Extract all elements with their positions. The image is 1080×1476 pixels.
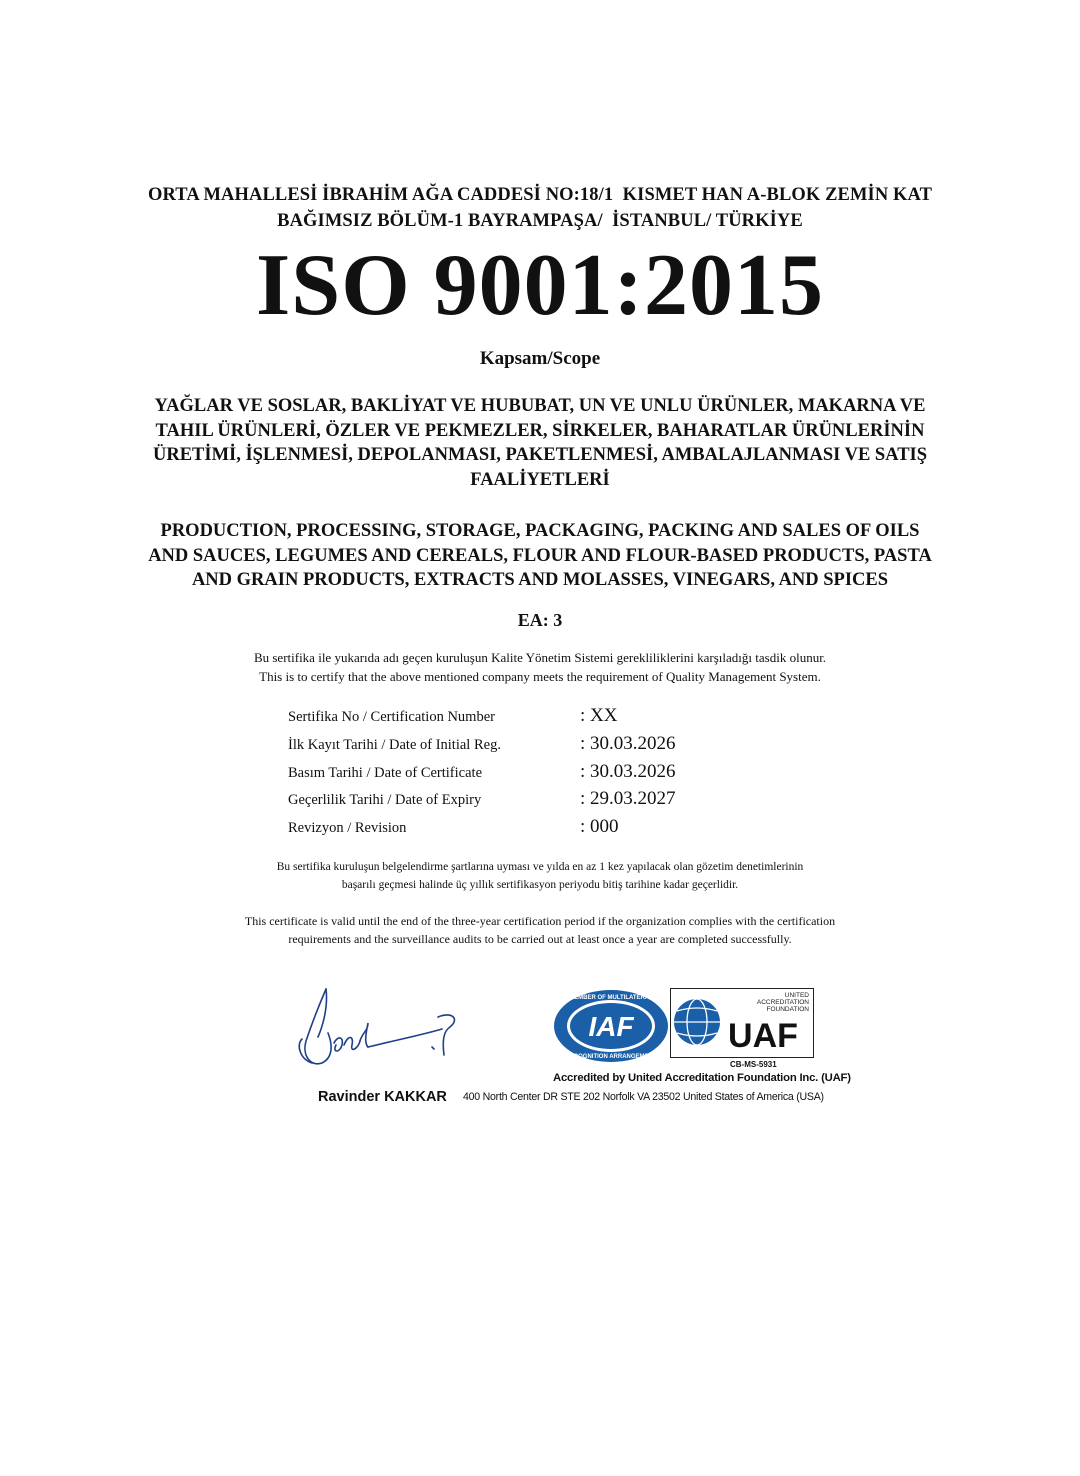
scope-heading: Kapsam/Scope bbox=[479, 348, 601, 369]
address-line-2: BAĞIMSIZ BÖLÜM-1 BAYRAMPAŞA/ İSTANBUL/ TÜRKİYE bbox=[277, 211, 803, 231]
validity-note-tr bbox=[0, 859, 1080, 894]
cb-code: CB-MS-5931 bbox=[730, 1060, 777, 1069]
detail-label: Geçerlilik Tarihi / Date of Expiry bbox=[288, 792, 482, 809]
iaf-ring-top: MEMBER OF MULTILATERAL bbox=[569, 995, 653, 1001]
detail-value: : 30.03.2026 bbox=[580, 732, 676, 754]
detail-value: : 000 bbox=[580, 816, 619, 838]
detail-value: : XX bbox=[580, 705, 618, 726]
scope-en-line: PRODUCTION, PROCESSING, STORAGE, PACKAGING, PACKING AND SALES OF OILS bbox=[160, 521, 920, 541]
scope-tr-line: YAĞLAR VE SOSLAR, BAKLİYAT VE HUBUBAT, UN VE UNLU ÜRÜNLER, MAKARNA VE bbox=[154, 396, 926, 416]
scope-turkish bbox=[0, 394, 1080, 492]
standard-title: ISO 9001:2015 bbox=[256, 237, 824, 334]
statement-tr: Bu sertifika ile yukarıda adı geçen kuruluşun Kalite Yönetim Sistemi gerekliliklerini karşıladığı tasdik olunur. bbox=[253, 650, 827, 665]
uaf-logo-text: UAF bbox=[728, 1017, 798, 1055]
detail-row-revision bbox=[288, 816, 676, 844]
address-line-1: ORTA MAHALLESİ İBRAHİM AĞA CADDESİ NO:18/1 KISMET HAN A-BLOK ZEMİN KAT bbox=[147, 185, 933, 205]
detail-row-expiry bbox=[288, 788, 676, 816]
scope-tr-line: TAHIL ÜRÜNLERİ, ÖZLER VE PEKMEZLER, SİRKELER, BAHARATLAR ÜRÜNLERİNİN bbox=[155, 420, 925, 441]
detail-label: Revizyon / Revision bbox=[288, 820, 407, 837]
detail-row-initial-reg bbox=[288, 733, 676, 761]
ea-code: EA: 3 bbox=[517, 610, 563, 630]
detail-label: İlk Kayıt Tarihi / Date of Initial Reg. bbox=[288, 736, 501, 753]
uaf-caption-line: FOUNDATION bbox=[766, 1006, 809, 1013]
validity-en-line: This certificate is valid until the end of the three-year certification period if the organization complies with the certification bbox=[244, 914, 836, 928]
signer-name: Ravinder KAKKAR bbox=[318, 1089, 447, 1105]
iaf-logo bbox=[553, 989, 669, 1063]
globe-icon bbox=[674, 999, 720, 1045]
company-address bbox=[0, 182, 1080, 234]
scope-english bbox=[0, 519, 1080, 593]
detail-value: : 30.03.2026 bbox=[580, 760, 676, 782]
detail-label: Basım Tarihi / Date of Certificate bbox=[288, 764, 483, 781]
signature bbox=[292, 983, 462, 1073]
certification-statement bbox=[0, 648, 1080, 686]
validity-en-line: requirements and the surveillance audits to be carried out at least once a year are completed successfully. bbox=[288, 931, 792, 946]
iaf-logo-text: IAF bbox=[588, 1011, 634, 1042]
validity-tr-line: Bu sertifika kuruluşun belgelendirme şartlarına uyması ve yılda en az 1 kez yapılacak olan gözetim denetimlerinin bbox=[276, 861, 804, 873]
uaf-logo bbox=[670, 988, 814, 1058]
accreditation-line: Accredited by United Accreditation Foundation Inc. (UAF) bbox=[553, 1072, 851, 1084]
detail-label: Sertifika No / Certification Number bbox=[288, 709, 495, 725]
detail-row-cert-number bbox=[288, 705, 676, 733]
statement-en: This is to certify that the above mentioned company meets the requirement of Quality Management System. bbox=[259, 669, 821, 684]
iaf-ring-bottom: RECOGNITION ARRANGEMENT bbox=[565, 1054, 657, 1060]
accreditation-address: 400 North Center DR STE 202 Norfolk VA 23502 United States of America (USA) bbox=[463, 1091, 824, 1103]
uaf-caption-line: ACCREDITATION bbox=[756, 999, 809, 1006]
scope-en-line: AND SAUCES, LEGUMES AND CEREALS, FLOUR AND FLOUR-BASED PRODUCTS, PASTA bbox=[148, 545, 932, 566]
scope-tr-line: FAALİYETLERİ bbox=[470, 469, 610, 490]
certificate-details bbox=[288, 705, 676, 844]
detail-value: : 29.03.2027 bbox=[580, 788, 676, 810]
scope-tr-line: ÜRETİMİ, İŞLENMESİ, DEPOLANMASI, PAKETLENMESİ, AMBALAJLANMASI VE SATIŞ bbox=[152, 445, 928, 465]
scope-en-line: AND GRAIN PRODUCTS, EXTRACTS AND MOLASSES, VINEGARS, AND SPICES bbox=[191, 570, 889, 590]
detail-row-cert-date bbox=[288, 761, 676, 789]
validity-tr-line: başarılı geçmesi halinde üç yıllık sertifikasyon periyodu bitiş tarihine kadar geçerlidir. bbox=[341, 878, 739, 891]
validity-note-en bbox=[0, 913, 1080, 948]
uaf-caption-line: UNITED bbox=[784, 992, 809, 999]
